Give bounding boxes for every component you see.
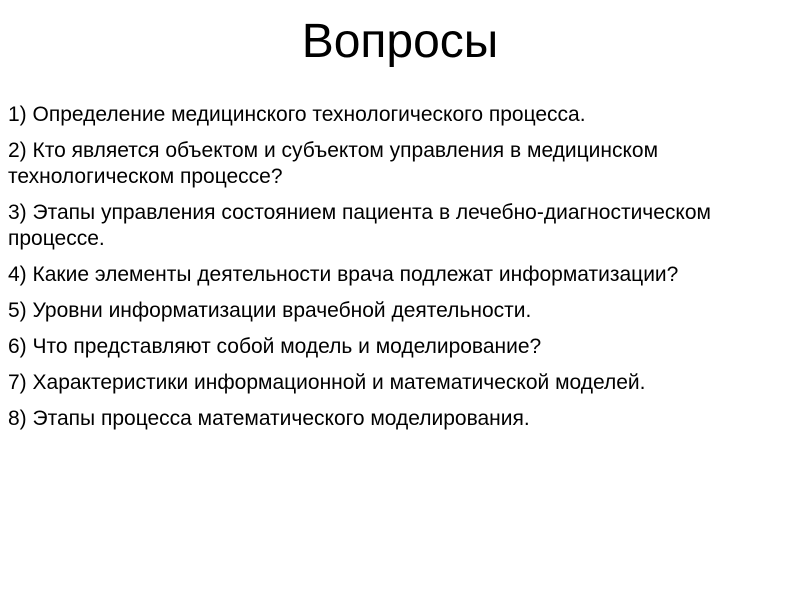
question-item-1: 1) Определение медицинского технологического процесса. bbox=[8, 103, 586, 126]
question-item-7: 7) Характеристики информационной и математической моделей. bbox=[8, 371, 646, 394]
question-list bbox=[8, 102, 793, 442]
question-item-4: 4) Какие элементы деятельности врача подлежат информатизации? bbox=[8, 263, 679, 286]
slide-title: Вопросы bbox=[301, 15, 499, 68]
question-item-2: 2) Кто является объектом и субъектом управления в медицинском технологическом процессе? bbox=[8, 139, 659, 188]
question-item-3: 3) Этапы управления состоянием пациента в лечебно-диагностическом процессе. bbox=[8, 201, 711, 250]
question-item-6: 6) Что представляют собой модель и моделирование? bbox=[8, 335, 542, 358]
question-item-8: 8) Этапы процесса математического моделирования. bbox=[8, 407, 530, 430]
question-item-5: 5) Уровни информатизации врачебной деятельности. bbox=[8, 299, 532, 322]
